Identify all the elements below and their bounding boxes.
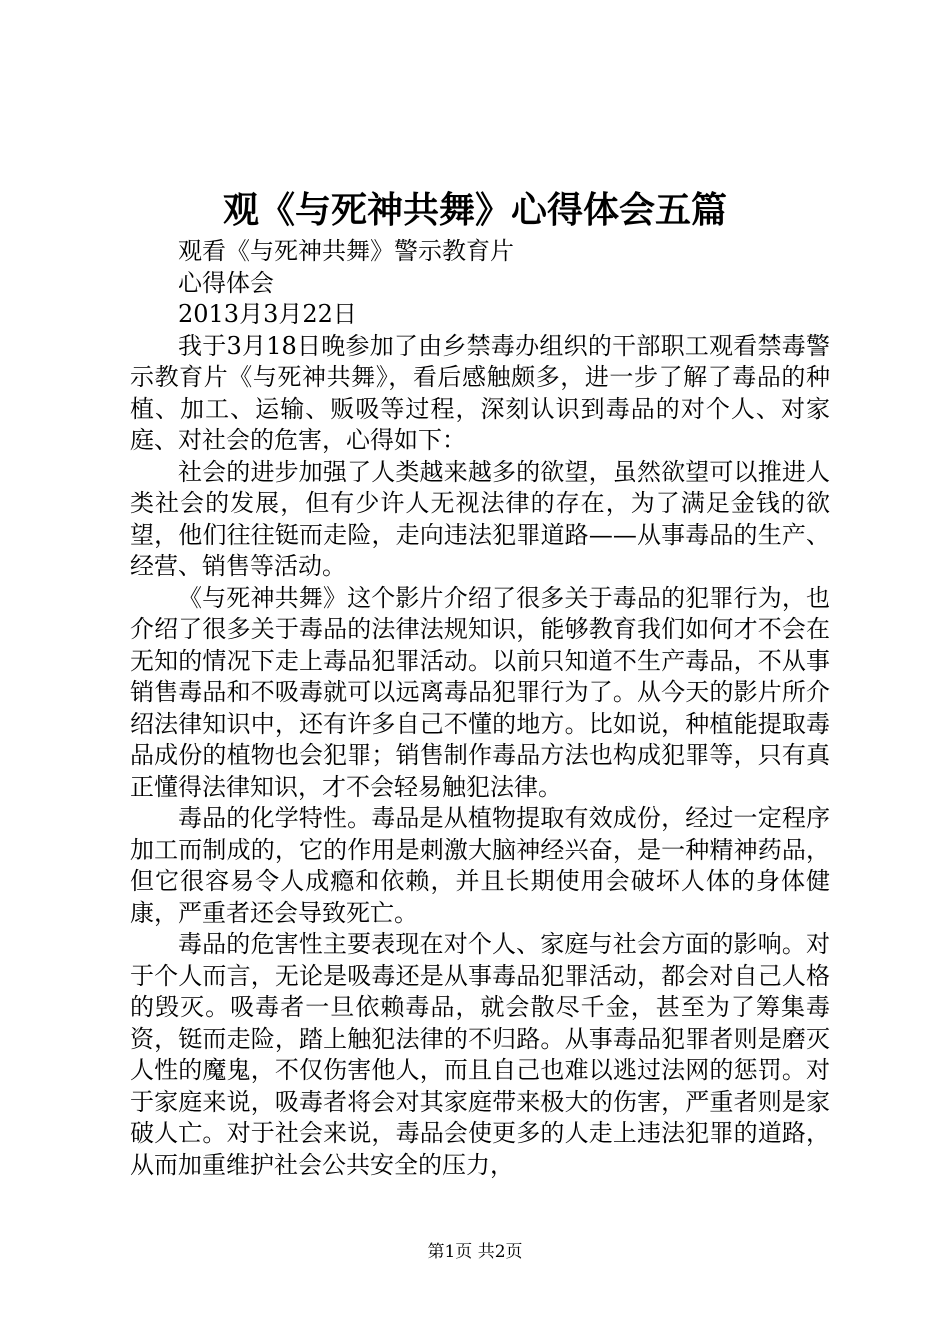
subtitle-line: 观看《与死神共舞》警示教育片 [178,237,514,265]
subtitle-line: 心得体会 [178,268,274,297]
body-paragraph: 社会的进步加强了人类越来越多的欲望，虽然欲望可以推进人类社会的发展，但有少许人无视法律的存在，为了满足金钱的欲望，他们往往铤而走险，走向违法犯罪道路——从事毒品的生产、经营、销售等活动。 [130,457,830,580]
page-footer: 第1页 共2页 [427,1242,523,1262]
document-body [130,236,830,1181]
body-paragraph: 毒品的危害性主要表现在对个人、家庭与社会方面的影响。对于个人而言，无论是吸毒还是从事毒品犯罪活动，都会对自己人格的毁灭。吸毒者一旦依赖毒品，就会散尽千金，甚至为了筹集毒资，铤而走险，踏上触犯法律的不归路。从事毒品犯罪者则是磨灭人性的魔鬼，不仅伤害他人，而且自己也难以逃过法网的惩罚。对于家庭来说，吸毒者将会对其家庭带来极大的伤害，严重者则是家破人亡。对于社会来说，毒品会使更多的人走上违法犯罪的道路，从而加重维护社会公共安全的压力， [130,930,830,1179]
body-paragraph: 我于3月18日晚参加了由乡禁毒办组织的干部职工观看禁毒警示教育片《与死神共舞》，看后感触颇多，进一步了解了毒品的种植、加工、运输、贩吸等过程，深刻认识到毒品的对个人、对家庭、对社会的危害，心得如下： [130,331,830,454]
body-paragraph: 毒品的化学特性。毒品是从植物提取有效成份，经过一定程序加工而制成的，它的作用是刺激大脑神经兴奋，是一种精神药品，但它很容易令人成瘾和依赖，并且长期使用会破坏人体的身体健康，严重者还会导致死亡。 [130,804,830,927]
body-paragraph: 《与死神共舞》这个影片介绍了很多关于毒品的犯罪行为，也介绍了很多关于毒品的法律法规知识，能够教育我们如何才不会在无知的情况下走上毒品犯罪活动。以前只知道不生产毒品，不从事销售毒品和不吸毒就可以远离毒品犯罪行为了。从今天的影片所介绍法律知识中，还有许多自己不懂的地方。比如说，种植能提取毒品成份的植物也会犯罪；销售制作毒品方法也构成犯罪等，只有真正懂得法律知识，才不会轻易触犯法律。 [130,583,830,801]
document-title: 观《与死神共舞》心得体会五篇 [222,189,727,231]
date-line: 2013月3月22日 [178,300,357,328]
